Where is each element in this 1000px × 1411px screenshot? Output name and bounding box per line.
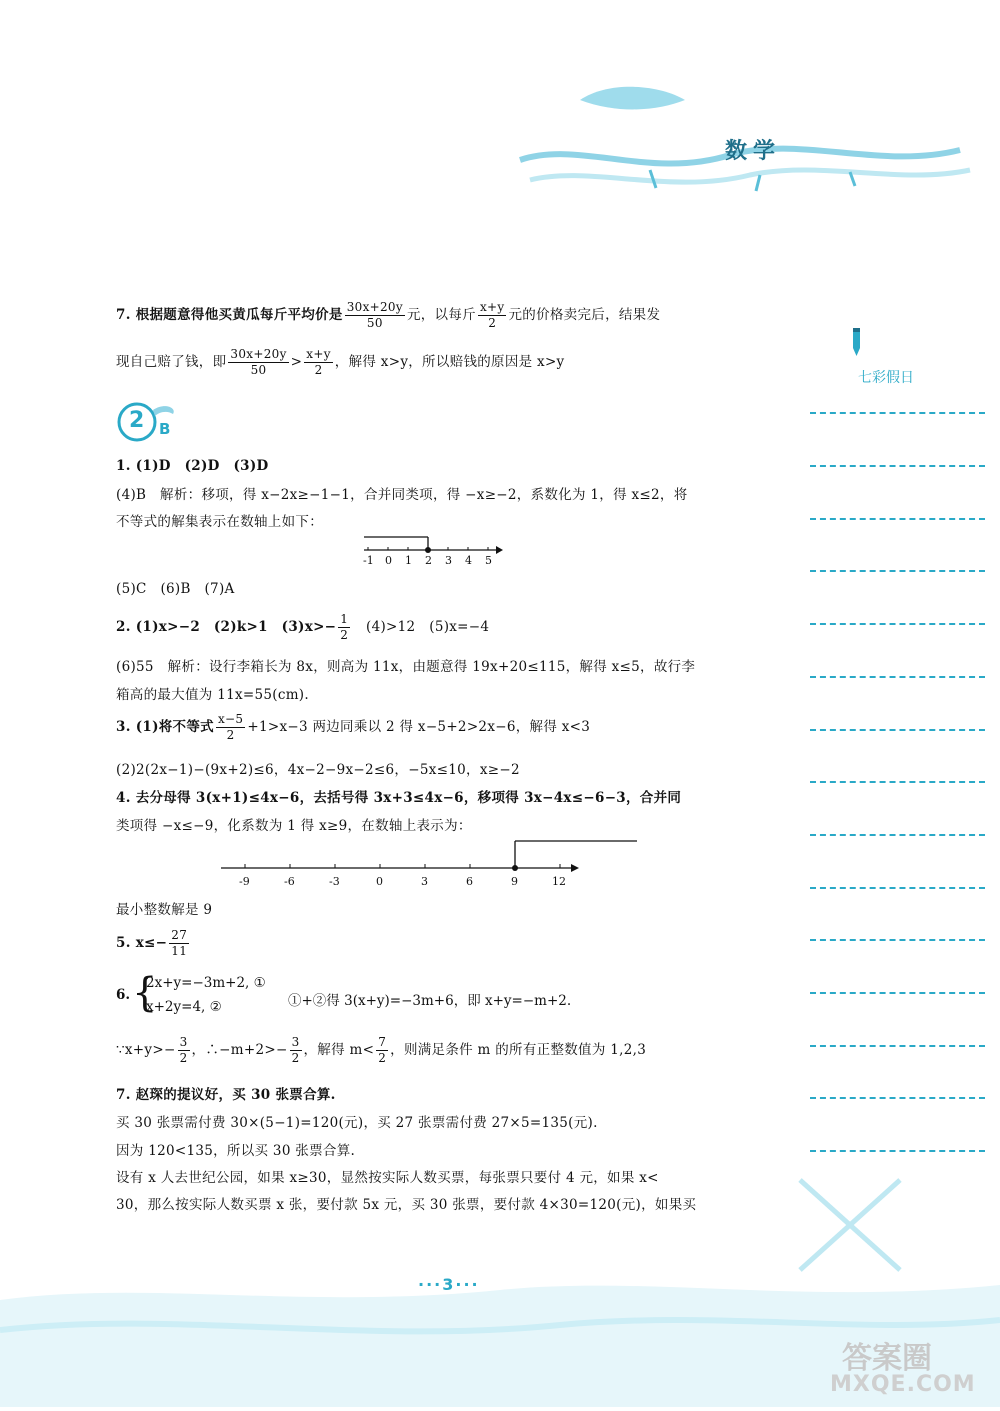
nl1-tick: -1	[363, 554, 374, 567]
nl1-tick: 4	[465, 554, 472, 567]
s7-line-5: 30，那么按实际人数买票 x 张，要付款 5x 元，买 30 张票，要付款 4×30=120(元)，如果买	[116, 1197, 697, 1213]
s4-line-3: 最小整数解是 9	[116, 902, 213, 918]
watermark-en: MXQE.COM	[830, 1372, 976, 1397]
q7-top-line-1: 7. 根据题意得他买黄瓜每斤平均价是 $\frac{30x+20y}{50}$ 元，以每斤 $\frac{x+y}{2}$ 元的价格卖完后，结果发	[116, 300, 661, 330]
s2-line-2: (6)55 解析：设行李箱长为 8x，则高为 11x，由题意得 19x+20≤115，解得 x≤5，故行李	[116, 659, 696, 675]
header-subject: 数学	[725, 139, 782, 164]
q7-top-line-2: 现自己赔了钱，即 $\frac{30x+20y}{50}$ > $\frac{x+y}{2}$ ，解得 x>y，所以赔钱的原因是 x>y	[116, 347, 565, 377]
s3-line-2: (2)2(2x−1)−(9x+2)≤6，4x−2−9x−2≤6，−5x≤10，x≥−2	[116, 762, 520, 778]
s7-line-1: 7. 赵琛的提议好，买 30 张票合算.	[116, 1087, 336, 1103]
number-line-2	[215, 835, 645, 890]
s7-line-2: 买 30 张票需付费 30×(5−1)=120(元)，买 27 张票需付费 27×5=135(元).	[116, 1115, 598, 1131]
s2-line-1: 2. (1)x>−2 (2)k>1 (3)x>− $\frac{1}{2}$ (4)>12 (5)x=−4	[116, 612, 490, 642]
nl2-tick: 3	[421, 875, 428, 888]
s1-line-4: (5)C (6)B (7)A	[116, 581, 235, 597]
page-number: ···3···	[418, 1275, 480, 1294]
s6-system	[116, 970, 656, 1019]
badge-circle-icon	[115, 400, 185, 444]
section-badge	[115, 400, 185, 444]
nl2-tick: -6	[284, 875, 295, 888]
nl1-tick: 1	[405, 554, 412, 567]
scissors-icon	[790, 1170, 910, 1284]
badge-letter: B	[159, 420, 171, 438]
s7-line-3: 因为 120<135，所以买 30 张票合算.	[116, 1143, 356, 1159]
s6-label: 6.	[116, 987, 131, 1003]
s6-rest: ①+②得 3(x+y)=−3m+6，即 x+y=−m+2.	[288, 993, 572, 1009]
s2-line-3: 箱高的最大值为 11x=55(cm).	[116, 687, 309, 703]
s4-line-2: 类项得 −x≤−9，化系数为 1 得 x≥9，在数轴上表示为：	[116, 818, 472, 834]
s3-line-1: 3. (1)将不等式 $\frac{x-5}{2}$ +1>x−3 两边同乘以 2 得 x−5+2>2x−6，解得 x<3	[116, 712, 591, 742]
s6-line-2: ∵x+y>− $\frac{3}{2}$ ，∴−m+2>− $\frac{3}{2}$ ，解得 m< $\frac{7}{2}$ ，则满足条件 m 的所有正整数值为 1,2,3	[116, 1035, 647, 1065]
watermark-cn: 答案圈	[842, 1341, 932, 1376]
nl2-tick: 9	[511, 875, 518, 888]
side-label: 七彩假日	[858, 370, 914, 386]
nl2-tick: 0	[376, 875, 383, 888]
pencil-icon	[848, 326, 866, 362]
nl1-tick: 0	[385, 554, 392, 567]
s4-line-1: 4. 去分母得 3(x+1)≤4x−6，去括号得 3x+3≤4x−6，移项得 3x−4x≤−6−3，合并同	[116, 790, 682, 806]
s7-line-4: 设有 x 人去世纪公园，如果 x≥30，显然按实际人数买票，每张票只要付 4 元，如果 x<	[116, 1170, 659, 1186]
s6-eq1: 2x+y=−3m+2, ①	[146, 975, 266, 991]
nl1-tick: 2	[425, 554, 432, 567]
number-line-1	[360, 530, 510, 570]
s6-eq2: x+2y=4, ②	[146, 999, 222, 1015]
nl2-tick: 6	[466, 875, 473, 888]
s1-line-3: 不等式的解集表示在数轴上如下：	[116, 514, 323, 530]
brace: {	[132, 970, 158, 1016]
nl1-tick: 5	[485, 554, 492, 567]
nl2-tick: -3	[329, 875, 340, 888]
nl1-tick: 3	[445, 554, 452, 567]
s5-line: 5. x≤− $\frac{27}{11}$	[116, 928, 188, 958]
s1-line-2: (4)B 解析：移项，得 x−2x≥−1−1，合并同类项，得 −x≥−2，系数化为 1，得 x≤2，将	[116, 487, 688, 503]
s1-line-1: 1. (1)D (2)D (3)D	[116, 458, 269, 474]
nl2-tick: 12	[552, 875, 566, 888]
badge-number: 2	[129, 408, 145, 433]
nl2-tick: -9	[239, 875, 250, 888]
